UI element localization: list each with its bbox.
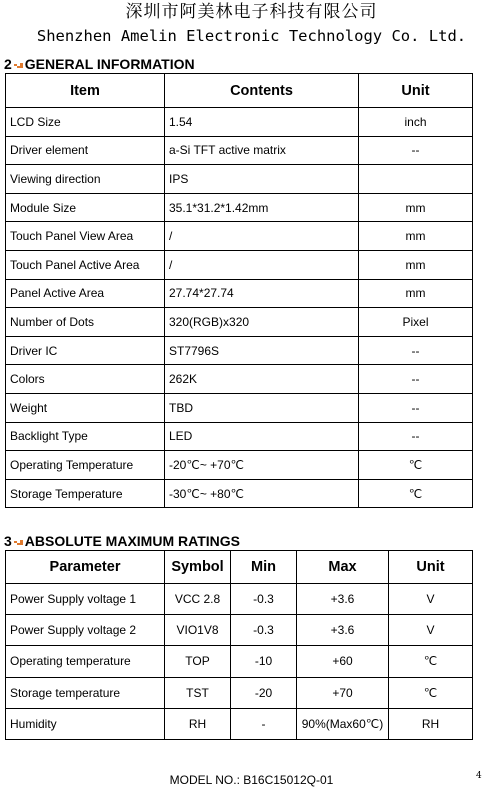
cell-contents: LED <box>165 422 359 451</box>
cell-min: - <box>231 708 297 739</box>
table-row <box>6 479 473 508</box>
section-marker-icon <box>13 538 24 546</box>
column-header-parameter: Parameter <box>6 551 165 584</box>
cell-unit: mm <box>359 193 473 222</box>
cell-item: Number of Dots <box>6 308 165 337</box>
cell-contents: IPS <box>165 165 359 194</box>
cell-contents: ST7796S <box>165 336 359 365</box>
column-header-unit: Unit <box>359 74 473 108</box>
section-3-heading <box>4 533 240 549</box>
cell-unit: Pixel <box>359 308 473 337</box>
cell-item: Module Size <box>6 193 165 222</box>
cell-contents: -30℃~ +80℃ <box>165 479 359 508</box>
cell-parameter: Power Supply voltage 1 <box>6 584 165 615</box>
cell-item: Driver IC <box>6 336 165 365</box>
table-row <box>6 308 473 337</box>
table-row <box>6 279 473 308</box>
cell-min: -0.3 <box>231 615 297 646</box>
cell-unit: V <box>389 615 473 646</box>
cell-unit <box>359 165 473 194</box>
cell-unit: RH <box>389 708 473 739</box>
cell-item: Colors <box>6 365 165 394</box>
cell-unit: V <box>389 584 473 615</box>
table-row <box>6 250 473 279</box>
column-header-symbol: Symbol <box>165 551 231 584</box>
company-name-english: Shenzhen Amelin Electronic Technology Co. Ltd. <box>36 27 467 45</box>
cell-contents: / <box>165 250 359 279</box>
general-information-table <box>5 73 473 508</box>
cell-unit: -- <box>359 365 473 394</box>
cell-symbol: RH <box>165 708 231 739</box>
cell-item: Touch Panel View Area <box>6 222 165 251</box>
cell-parameter: Storage temperature <box>6 677 165 708</box>
cell-contents: -20℃~ +70℃ <box>165 451 359 480</box>
cell-symbol: VCC 2.8 <box>165 584 231 615</box>
table-row <box>6 615 473 646</box>
cell-unit: mm <box>359 279 473 308</box>
column-header-max: Max <box>297 551 389 584</box>
cell-contents: TBD <box>165 393 359 422</box>
page-number: 4 <box>476 771 482 781</box>
table-row <box>6 677 473 708</box>
table-row <box>6 365 473 394</box>
cell-contents: 320(RGB)x320 <box>165 308 359 337</box>
cell-parameter: Humidity <box>6 708 165 739</box>
cell-item: Weight <box>6 393 165 422</box>
table-row <box>6 193 473 222</box>
cell-item: Operating Temperature <box>6 451 165 480</box>
cell-contents: 27.74*27.74 <box>165 279 359 308</box>
cell-contents: 262K <box>165 365 359 394</box>
table-row <box>6 136 473 165</box>
section-marker-icon <box>13 61 24 69</box>
cell-max: 90%(Max60℃) <box>297 708 389 739</box>
column-header-item: Item <box>6 74 165 108</box>
table-row <box>6 108 473 137</box>
cell-unit: ℃ <box>359 451 473 480</box>
cell-parameter: Operating temperature <box>6 646 165 677</box>
cell-min: -10 <box>231 646 297 677</box>
section-2-heading <box>4 56 195 72</box>
table-row <box>6 451 473 480</box>
company-name-chinese: 深圳市阿美林电子科技有限公司 <box>125 2 378 22</box>
cell-max: +3.6 <box>297 615 389 646</box>
section-number: 2 <box>4 56 12 72</box>
cell-item: Backlight Type <box>6 422 165 451</box>
cell-item: LCD Size <box>6 108 165 137</box>
table-row <box>6 646 473 677</box>
column-header-unit: Unit <box>389 551 473 584</box>
cell-unit: mm <box>359 222 473 251</box>
cell-unit: -- <box>359 422 473 451</box>
column-header-min: Min <box>231 551 297 584</box>
cell-symbol: VIO1V8 <box>165 615 231 646</box>
table-row <box>6 222 473 251</box>
section-number: 3 <box>4 533 12 549</box>
cell-contents: / <box>165 222 359 251</box>
cell-unit: -- <box>359 136 473 165</box>
cell-item: Panel Active Area <box>6 279 165 308</box>
table-row <box>6 336 473 365</box>
cell-unit: ℃ <box>359 479 473 508</box>
cell-max: +60 <box>297 646 389 677</box>
absolute-maximum-ratings-table <box>5 550 473 740</box>
column-header-contents: Contents <box>165 74 359 108</box>
cell-unit: -- <box>359 393 473 422</box>
cell-item: Driver element <box>6 136 165 165</box>
cell-max: +3.6 <box>297 584 389 615</box>
table-row <box>6 165 473 194</box>
cell-contents: a-Si TFT active matrix <box>165 136 359 165</box>
section-title: ABSOLUTE MAXIMUM RATINGS <box>24 533 240 549</box>
cell-unit: ℃ <box>389 677 473 708</box>
cell-unit: inch <box>359 108 473 137</box>
section-title: GENERAL INFORMATION <box>24 56 195 72</box>
model-number-footer: MODEL NO.: B16C15012Q-01 <box>169 773 334 787</box>
cell-min: -20 <box>231 677 297 708</box>
cell-unit: ℃ <box>389 646 473 677</box>
cell-item: Touch Panel Active Area <box>6 250 165 279</box>
cell-item: Storage Temperature <box>6 479 165 508</box>
table-row <box>6 584 473 615</box>
cell-item: Viewing direction <box>6 165 165 194</box>
table-row <box>6 422 473 451</box>
table-row <box>6 708 473 739</box>
cell-min: -0.3 <box>231 584 297 615</box>
cell-contents: 1.54 <box>165 108 359 137</box>
cell-unit: -- <box>359 336 473 365</box>
cell-symbol: TOP <box>165 646 231 677</box>
cell-unit: mm <box>359 250 473 279</box>
cell-symbol: TST <box>165 677 231 708</box>
cell-max: +70 <box>297 677 389 708</box>
cell-contents: 35.1*31.2*1.42mm <box>165 193 359 222</box>
cell-parameter: Power Supply voltage 2 <box>6 615 165 646</box>
table-row <box>6 393 473 422</box>
